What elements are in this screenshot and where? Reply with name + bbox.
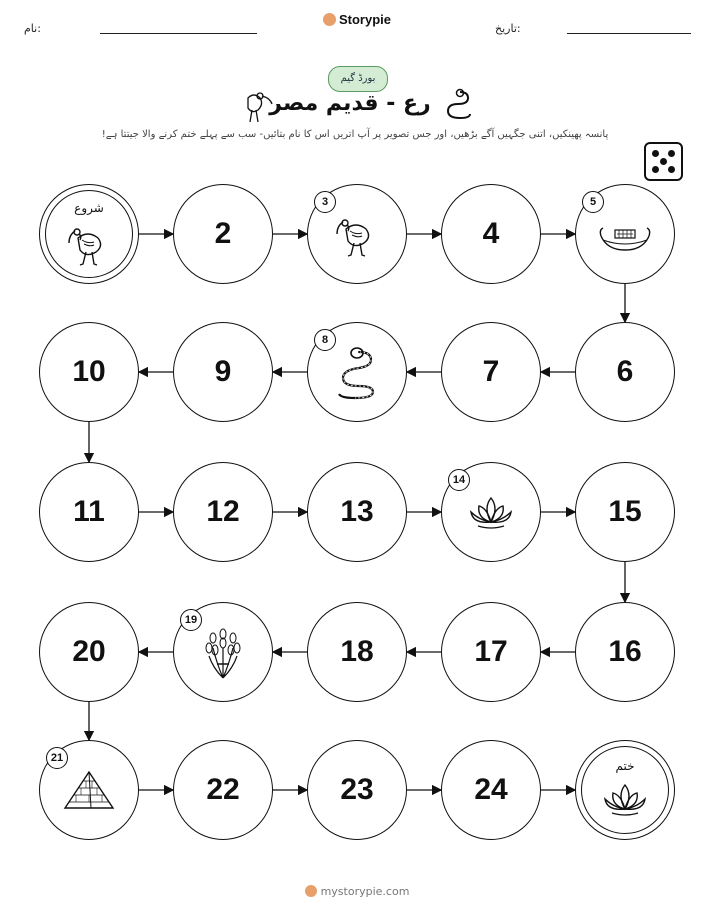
space-number: 13 [340,495,374,528]
instructions: پانسہ پھینکیں، اتنی جگہیں آگے بڑھیں، اور جس تصویر پر آپ اتریں اس کا نام بتائیں- سب سے پہلے ختم کرنے والا جیتتا ہے! [101,129,609,140]
space-number: 20 [72,635,106,668]
space-number-badge: 21 [46,747,68,769]
space-number: 2 [214,217,232,250]
space-number-badge: 14 [448,469,470,491]
bear-icon [305,885,317,897]
space-number-badge: 19 [180,609,202,631]
space-number: 16 [608,635,642,668]
board-game-tag: بورڈ گیم [328,66,388,92]
date-label: تاریخ: [495,22,521,35]
page-title: رع - قدیم مصر [269,91,431,116]
space-number: 12 [206,495,240,528]
footer [0,885,714,898]
space-number: 22 [206,773,240,806]
space-number: 6 [616,355,634,388]
space-number: 11 [73,495,105,528]
space-number-badge: 8 [314,329,336,351]
space-number: 10 [72,355,106,388]
space-number: 18 [340,635,374,668]
finish-label: ختم [615,759,635,773]
space-number: 4 [482,217,500,250]
space-number: 17 [474,635,508,668]
brand-name: Storypie [338,12,391,27]
name-label: نام: [24,22,41,35]
start-label: شروع [74,201,104,215]
space-number-badge: 3 [314,191,336,213]
space-number: 9 [214,355,232,388]
space-number: 15 [608,495,642,528]
space-number: 23 [340,773,374,806]
space-number-badge: 5 [582,191,604,213]
space-number: 7 [482,355,500,388]
space-number: 24 [474,773,508,806]
footer-site: mystorypie.com [320,885,410,898]
